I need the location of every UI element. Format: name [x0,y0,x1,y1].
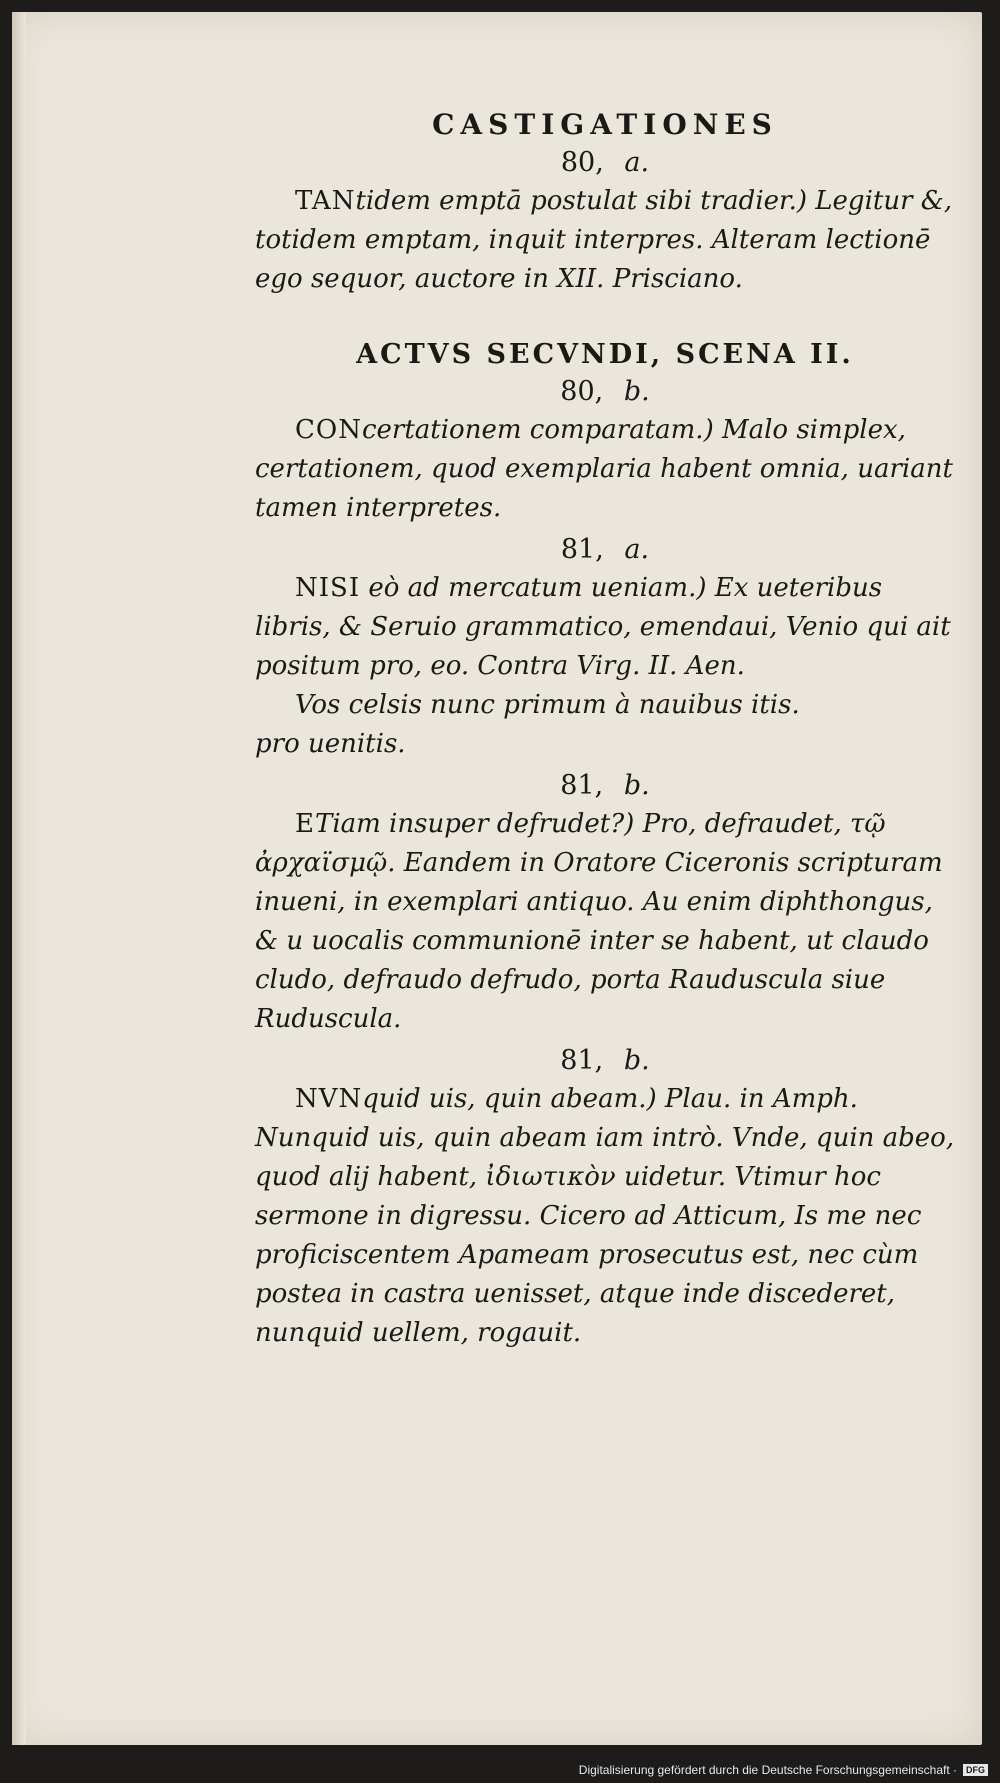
commentary-block [255,805,955,1039]
lead-word: NISI [295,573,361,603]
ref-sub: b. [623,770,650,801]
paragraph [255,182,955,299]
ref-sub: b. [623,1045,650,1076]
lead-word: CON [295,415,362,445]
ref-sub: a. [624,147,650,178]
commentary-block [255,182,955,299]
dfg-logo: DFG [963,1764,988,1776]
ref-sub: a. [624,534,650,565]
commentary-block [255,569,955,764]
digitization-credit [579,1763,988,1777]
verse-quote: Vos celsis nunc primum à nauibus itis. [295,690,800,720]
paragraph [255,411,955,528]
scene-heading: ACTVS SECVNDI, SCENA II. [356,339,854,370]
paragraph-text: Tiam insuper defrudet?) Pro, defraudet, τῷ ἀρχαϊσμῷ. Eandem in Oratore Ciceronis scripturam inueni, in exemplari antiquo. Au enim diphthongus, & u uocalis communionē inter se habent, ut claudo cludo, defraudo defrudo, porta Rauduscula siue Ruduscula. [255,809,943,1034]
lead-word: E [295,809,315,839]
section-ref [255,1045,955,1076]
commentary-block [255,1080,955,1353]
ref-number: 80, [560,376,604,407]
lead-word: TAN [295,186,356,216]
paragraph-text: tidem emptā postulat sibi tradier.) Legitur &, totidem emptam, inquit interpres. Alteram lectionē ego sequor, auctore in XII. Prisciano. [255,186,953,294]
commentary-block [255,411,955,528]
credit-text: Digitalisierung gefördert durch die Deutsche Forschungsgemeinschaft · [578,1763,957,1777]
paragraph-text: eò ad mercatum ueniam.) Ex ueteribus libris, & Seruio grammatico, emendaui, Venio qui ait positum pro, eo. Contra Virg. II. Aen. [255,573,951,681]
page-binding-edge [12,12,26,1745]
running-head: CASTIGATIONES [432,108,778,141]
paragraph-text: quid uis, quin abeam.) Plau. in Amph. Nunquid uis, quin abeam iam intrò. Vnde, quin abeo, quod alij habent, ἰδιωτικὸν uidetur. Vtimur hoc sermone in digressu. Cicero ad Atticum, Is me nec proficiscentem Apameam prosecutus est, nec cùm postea in castra uenisset, atque inde discederet, nunquid uellem, rogauit. [255,1084,955,1348]
lead-word: NVN [295,1084,363,1114]
paragraph-text: certationem comparatam.) Malo simplex, certationem, quod exemplaria habent omnia, uariant tamen interpretes. [255,415,953,523]
section-ref [255,770,955,801]
section-ref [255,147,955,178]
ref-number: 80, [560,147,604,178]
section-ref [255,376,955,407]
ref-sub: b. [623,376,650,407]
section-ref [255,534,955,565]
paragraph [255,569,955,686]
ref-number: 81, [560,1045,604,1076]
paragraph: pro uenitis. [255,729,406,759]
ref-number: 81, [560,534,604,565]
paragraph [255,1080,955,1353]
paragraph [255,805,955,1039]
page-content [255,108,955,1353]
ref-number: 81, [560,770,604,801]
